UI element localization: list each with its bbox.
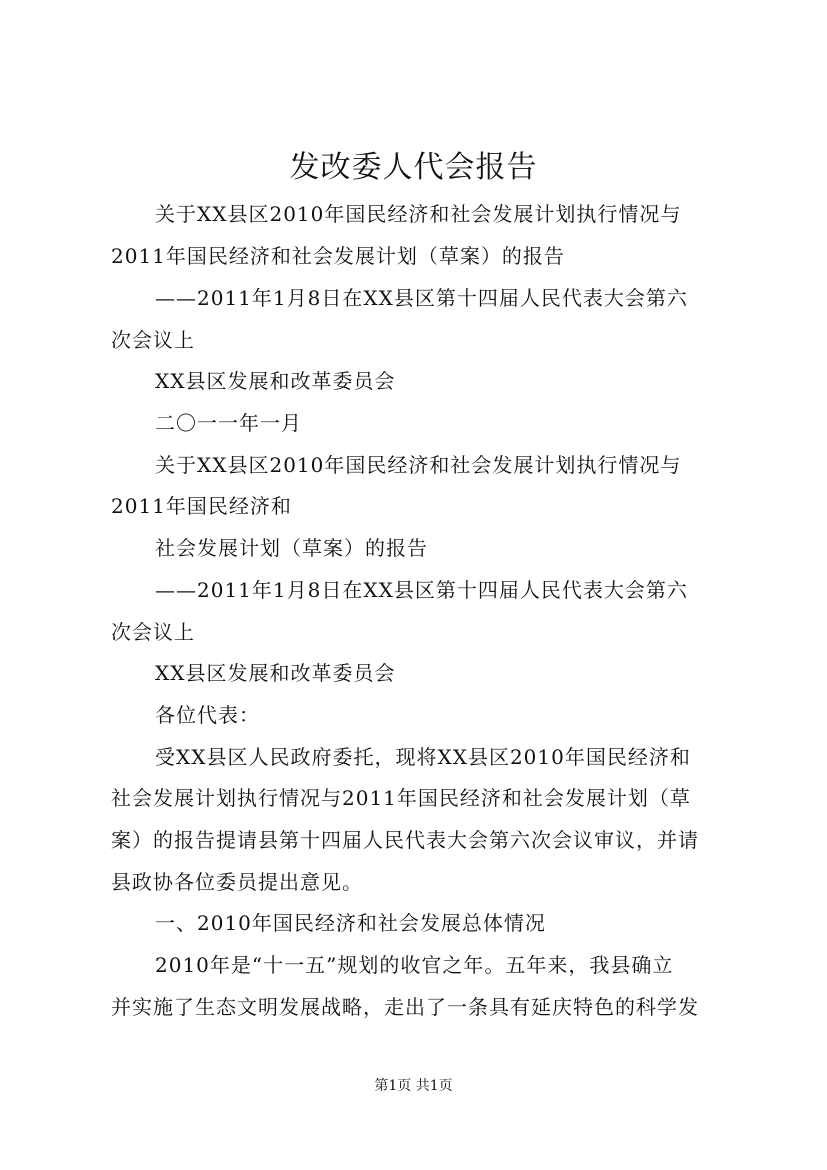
paragraph-line: 2011年国民经济和 xyxy=(111,494,292,518)
paragraph-line: 次会议上 xyxy=(111,328,195,352)
paragraph-line: 关于XX县区2010年国民经济和社会发展计划执行情况与 xyxy=(155,453,682,477)
paragraph-line: 2011年国民经济和社会发展计划（草案）的报告 xyxy=(111,244,565,268)
paragraph-line: 社会发展计划执行情况与2011年国民经济和社会发展计划（草 xyxy=(111,786,691,810)
paragraph-line: ——2011年1月8日在XX县区第十四届人民代表大会第六 xyxy=(155,286,688,310)
paragraph-line: 案）的报告提请县第十四届人民代表大会第六次会议审议，并请 xyxy=(111,828,699,852)
paragraph-line: 次会议上 xyxy=(111,620,195,644)
paragraph-line: 2010年是“十一五”规划的收官之年。五年来，我县确立 xyxy=(155,953,674,977)
paragraph-line: XX县区发展和改革委员会 xyxy=(155,369,396,393)
paragraph-line: XX县区发展和改革委员会 xyxy=(155,661,396,685)
page-number-footer: 第1页 共1页 xyxy=(374,1078,453,1094)
paragraph-line: 县政协各位委员提出意见。 xyxy=(111,870,363,894)
paragraph-line: ——2011年1月8日在XX县区第十四届人民代表大会第六 xyxy=(155,578,688,602)
document-title: 发改委人代会报告 xyxy=(289,150,538,185)
paragraph-line: 各位代表： xyxy=(155,703,260,727)
paragraph-line: 并实施了生态文明发展战略，走出了一条具有延庆特色的科学发 xyxy=(111,995,699,1019)
paragraph-line: 一、2010年国民经济和社会发展总体情况 xyxy=(155,911,546,935)
paragraph-line: 社会发展计划（草案）的报告 xyxy=(155,536,428,560)
paragraph-line: 关于XX县区2010年国民经济和社会发展计划执行情况与 xyxy=(155,202,682,226)
paragraph-line: 二〇一一年一月 xyxy=(155,411,302,435)
paragraph-line: 受XX县区人民政府委托，现将XX县区2010年国民经济和 xyxy=(155,745,691,769)
